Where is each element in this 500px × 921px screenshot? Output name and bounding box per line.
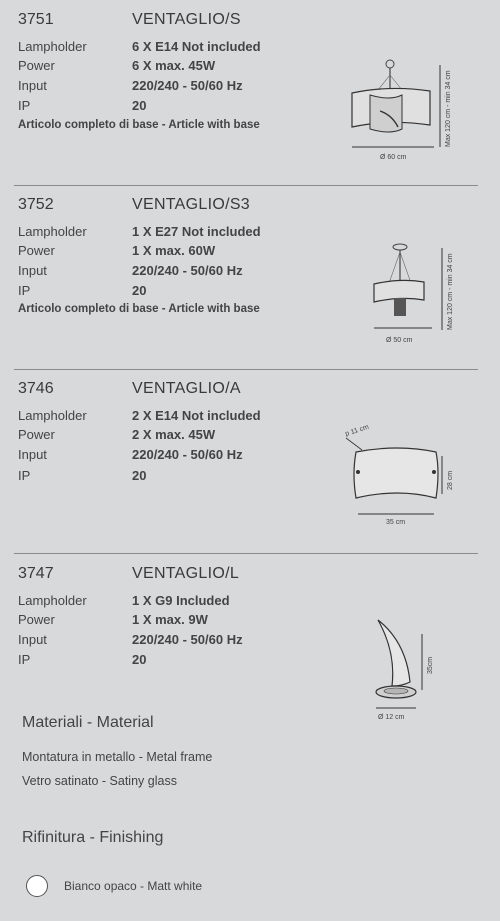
spec-value: 220/240 - 50/60 Hz [132, 263, 243, 278]
spec-value: 2 X max. 45W [132, 427, 216, 442]
spec-value: 220/240 - 50/60 Hz [132, 632, 243, 647]
spec-label: IP [18, 98, 31, 113]
spec-value: 6 X max. 45W [132, 58, 216, 73]
spec-value: 20 [132, 283, 147, 298]
spec-label: Power [18, 58, 55, 73]
dim-height-label: 28 cm [447, 470, 454, 490]
spec-label: IP [18, 283, 31, 298]
dim-width-label: Ø 50 cm [386, 337, 413, 344]
spec-label: IP [18, 652, 31, 667]
product-name: VENTAGLIO/A [132, 380, 241, 397]
product-note: Articolo completo di base - Article with base [18, 303, 260, 315]
spec-label: IP [18, 468, 31, 483]
finish-label: Bianco opaco - Matt white [64, 879, 203, 893]
spec-value: 20 [132, 652, 147, 667]
spec-label: Power [18, 427, 55, 442]
spec-label: Power [18, 243, 55, 258]
material-item: Montatura in metallo - Metal frame [22, 750, 213, 764]
product-code: 3752 [18, 196, 54, 213]
pendant-lamp-drawing [350, 238, 460, 348]
materials-title: Materiali - Material [22, 714, 154, 731]
spec-value: 1 X max. 60W [132, 243, 216, 258]
product-note: Articolo completo di base - Article with base [18, 119, 260, 131]
finishing-title: Rifinitura - Finishing [22, 829, 164, 846]
dim-width-label: 35 cm [386, 519, 406, 526]
dim-depth-label: p 11 cm [344, 423, 370, 438]
divider [14, 369, 478, 370]
spec-value: 20 [132, 468, 147, 483]
spec-label: Lampholder [18, 593, 87, 608]
spec-value: 1 X max. 9W [132, 612, 208, 627]
product-name: VENTAGLIO/S [132, 11, 241, 28]
product-code: 3751 [18, 11, 54, 28]
spec-value: 1 X E27 Not included [132, 224, 261, 239]
spec-label: Lampholder [18, 224, 87, 239]
spec-label: Input [18, 632, 47, 647]
spec-value: 220/240 - 50/60 Hz [132, 78, 243, 93]
spec-label: Input [18, 263, 47, 278]
product-name: VENTAGLIO/S3 [132, 196, 251, 213]
pendant-lamp-drawing [340, 55, 460, 165]
spec-label: Input [18, 78, 47, 93]
divider [14, 185, 478, 186]
dim-height-label: Max 120 cm - min 34 cm [447, 253, 454, 330]
spec-label: Input [18, 447, 47, 462]
spec-label: Lampholder [18, 408, 87, 423]
spec-label: Power [18, 612, 55, 627]
divider [14, 553, 478, 554]
dim-width-label: Ø 12 cm [378, 714, 405, 721]
product-name: VENTAGLIO/L [132, 565, 240, 582]
product-code: 3747 [18, 565, 54, 582]
dim-height-label: 35cm [427, 656, 434, 674]
product-code: 3746 [18, 380, 54, 397]
dim-height-label: Max 120 cm - min 34 cm [445, 70, 452, 147]
spec-value: 2 X E14 Not included [132, 408, 261, 423]
spec-label: Lampholder [18, 39, 87, 54]
spec-value: 20 [132, 98, 147, 113]
table-lamp-drawing [362, 612, 442, 724]
wall-lamp-drawing [338, 420, 463, 530]
finish-swatch [26, 875, 48, 897]
material-item: Vetro satinato - Satiny glass [22, 774, 177, 788]
spec-value: 6 X E14 Not included [132, 39, 261, 54]
dim-width-label: Ø 60 cm [380, 154, 407, 161]
spec-value: 220/240 - 50/60 Hz [132, 447, 243, 462]
spec-value: 1 X G9 Included [132, 593, 230, 608]
